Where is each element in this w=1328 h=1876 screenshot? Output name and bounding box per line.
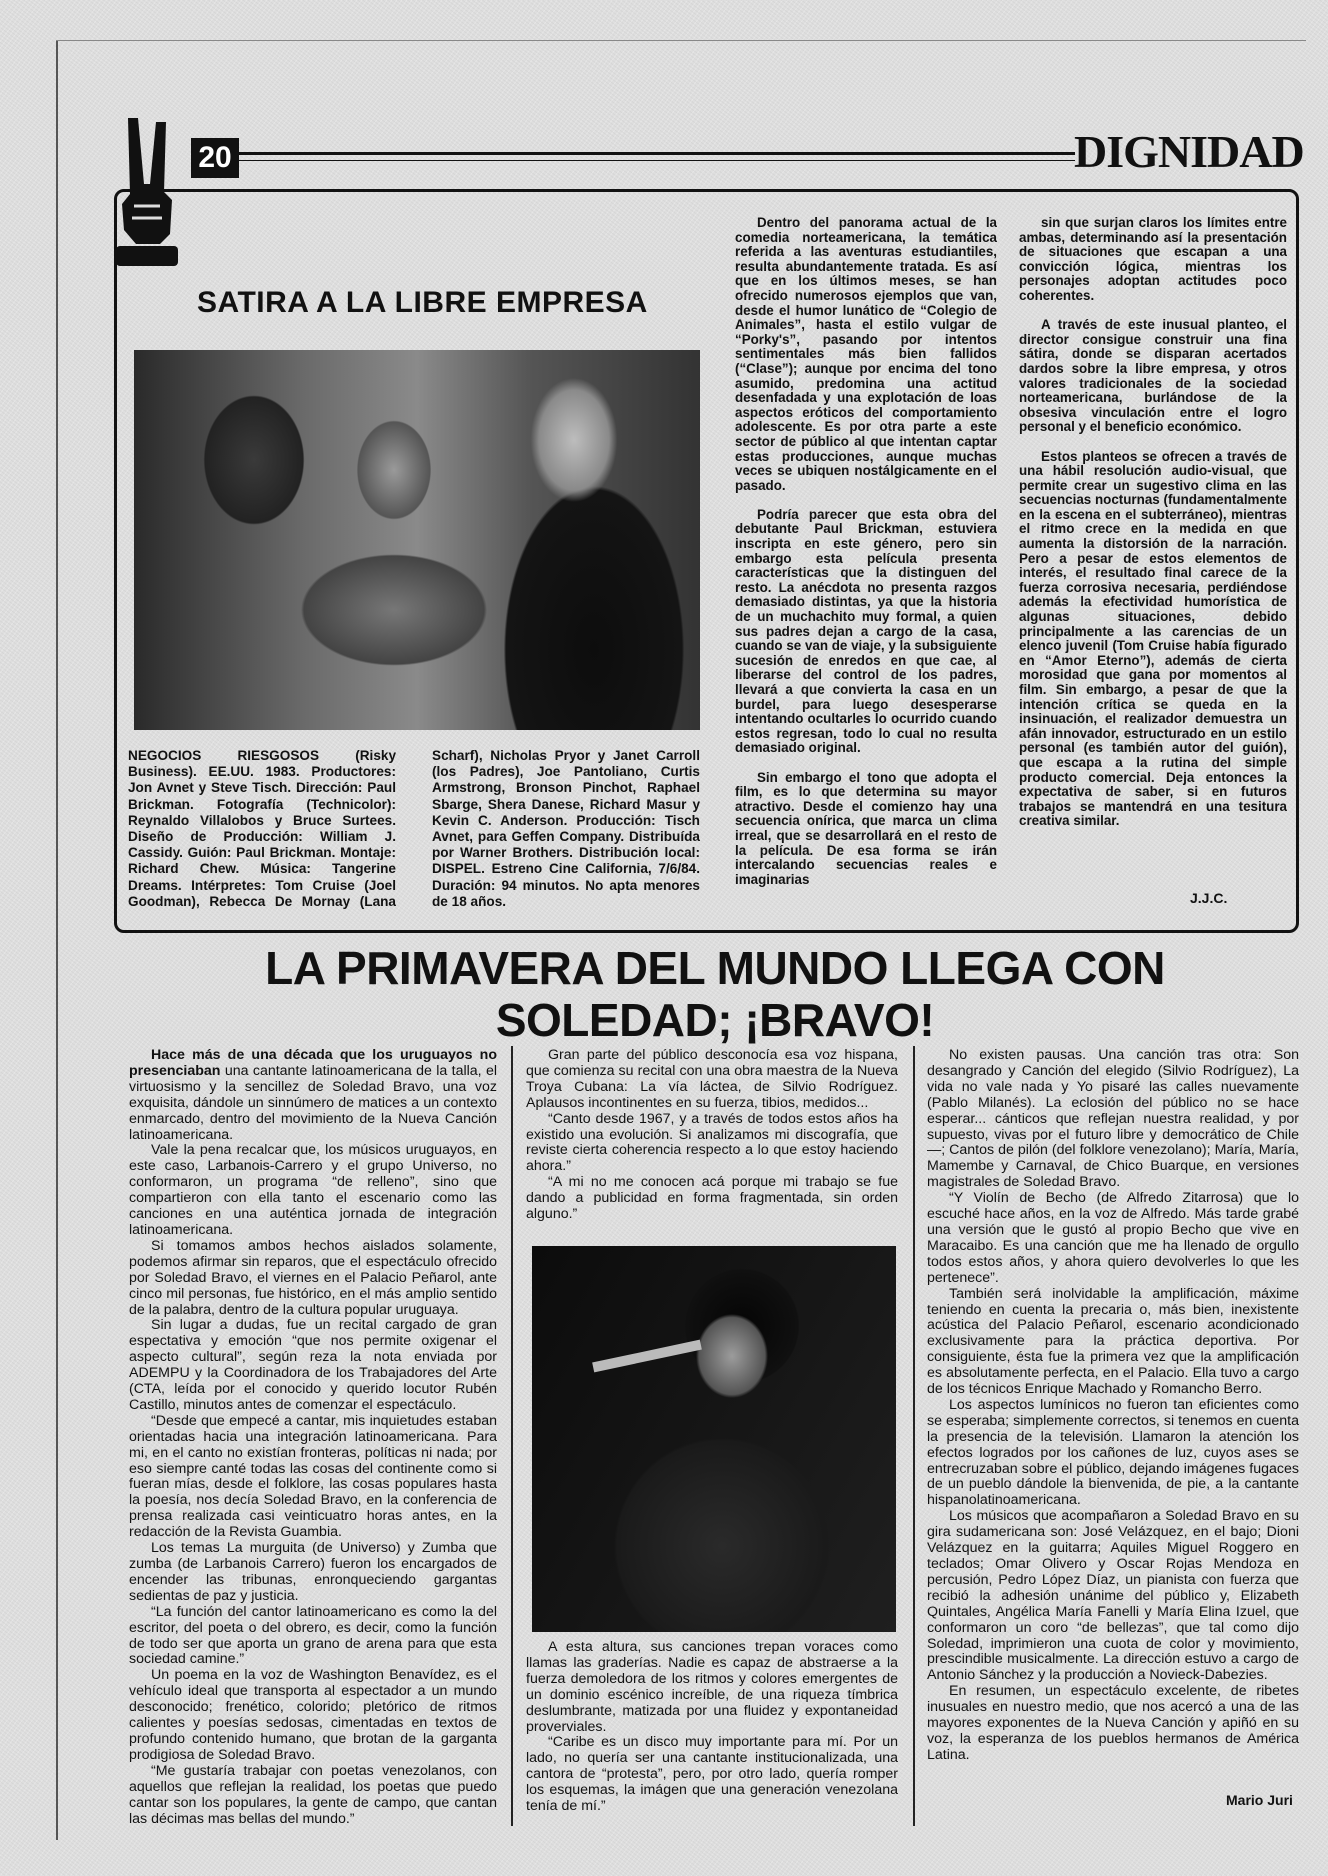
lead-paragraph [129,1048,497,1143]
paragraph: Los aspectos lumínicos no fueron tan eficientes como se esperaba; simplemente correctos, si tenemos en cuenta la presencia de la televisión. Llamaron la atención los efectos logrados por los cañones de luz, cuyos ases se entrecruzaban sobre el público, dejando imágenes fugaces de un pueblo dándole la bienvenida, de pie, a la cantante hispanolatinoamericana. [927,1396,1299,1509]
paragraph: “Desde que empecé a cantar, mis inquietudes estaban orientadas hacia una integración latinoamericana. Para mi, en el canto no existían fronteras, políticas ni nada; por eso siempre canté todas las cosas del continente como si fueran mías, desde el folklore, las cosas populares hasta la poesía, nos decía Soledad Bravo, en la conferencia de prensa realizada casi veinticuatro horas antes, en la redacción de la Revista Guambia. [129,1412,497,1541]
column-divider [913,1046,915,1826]
lead-bold: Hace más de una década que los uruguayos no presenciaban [129,1048,497,1079]
lead-rest: una cantante latinoamericana de la talla, el virtuosismo y la sencillez de Soledad Bravo, una voz exquisita, dándole un sinnúmero de matices a un contexto enmarcado, dentro del movimiento de la Nueva Canción latinoamericana. [129,1062,497,1143]
paragraph: Un poema en la voz de Washington Benavídez, es el vehículo ideal que transporta al espectador a un mundo desconocido; frenético, colorido; pletórico de ritmos calientes y poesías sedosas, cimentadas en textos de profundo contenido humano, que brotan de la garganta prodigiosa de Soledad Bravo. [129,1667,497,1763]
paragraph: En resumen, un espectáculo excelente, de ribetes inusuales en nuestro medio, que nos acercó a una de las mayores exponentes de la Nueva Canción y apiñó en su voz, la esperanza de los pueblos hermanos de América Latina. [927,1683,1299,1763]
concert-column-2-top [526,1048,898,1238]
page-border-top [56,40,1306,41]
paragraph: Sin embargo el tono que adopta el film, es lo que determina su mayor atractivo. Desde el comienzo hay una secuencia onírica, que marca un clima irreal, que se desarrollará en el resto de la película. De esa forma se irán intercalando secuencias reales e imaginarias [735,769,997,887]
film-review-title: SATIRA A LA LIBRE EMPRESA [197,286,648,319]
paragraph: Los temas La murguita (de Universo) y Zumba que zumba (de Larbanois Carrero) fueron los encargados de encender las tribunas, enronqueciendo gargantas sedientas de paz y justicia. [129,1540,497,1604]
paragraph: “Caribe es un disco muy importante para mí. Por un lado, no quería ser una cantante institucionalizada, una cantora de “protesta”, pero, por otro lado, quería romper los esquemas, la imágen que una generación venezolana tenía de mí.” [526,1734,898,1815]
paragraph: Dentro del panorama actual de la comedia norteamericana, la temática referida a las aventuras estudiantiles, resulta abundantemente tratada. Es así que en los últimos meses, se han ofrecido numerosos ejemplos que van, desde el humor lunático de “Colegio de Animales”, hasta el estilo vulgar de “Porky's”, pasando por intentos sentimentales más bien fallidos (“Clase”); aunque por encima del tono asumido, predomina una actitud desenfadada y una explotación de loas aspectos eróticos del comportamiento adolescente. Es por otra parte a este sector de público al que intentan captar estas producciones, aunque muchas veces se ubiquen nostálgicamente en el pasado. [735,216,997,493]
singer-photo [532,1246,896,1632]
paragraph: “Canto desde 1967, y a través de todos estos años ha existido una evolución. Si analizamos mi discografía, que reviste cierta coherencia respecto a lo que estoy haciendo ahora.” [526,1110,898,1175]
film-review-column-2 [1019,216,1287,896]
paragraph: “A mi no me conocen acá porque mi trabajo se fue dando a publicidad en forma fragmentada, sin orden alguno.” [526,1174,898,1223]
concert-signature: Mario Juri [1226,1792,1293,1808]
column-1-paragraphs [129,1143,497,1827]
film-still-photo [134,350,700,730]
film-review-column-1 [735,216,997,911]
paragraph: Podría parecer que esta obra del debutante Paul Brickman, estuviera inscripta en este género, pero sin embargo esta película presenta características que la distinguen del resto. La anécdota no presenta razgos demasiado distintas, ya que la historia de un muchachito muy formal, a quien sus padres dejan a cargo de la casa, cuando se van de viaje, y la subsiguiente sucesión de enredos en que cae, al liberarse del control de los padres, llevará a que convierta la casa en un burdel, para luego desesperarse intentando ocultarles lo ocurrido cuando estos regresan, todo lo cual no resulta demasiado original. [735,506,997,756]
paragraph: Si tomamos ambos hechos aislados solamente, podemos afirmar sin reparos, que el espectáculo ofrecido por Soledad Bravo, el viernes en el Palacio Peñarol, ante cinco mil personas, fue histórico, en el más amplio sentido de la palabra, dentro de la cultura popular uruguaya. [129,1237,497,1318]
paragraph: “Y Violín de Becho (de Alfredo Zitarrosa) que lo escuché hace años, en la voz de Alfredo. Más tarde grabé una versión que le gustó al propio Becho que vive en Maracaibo. Es una canción que me ha llenado de orgullo todos estos años, y ahora quiero devolverles lo que les pertenece”. [927,1190,1299,1286]
header-rule-thin [239,160,1075,161]
microphone-shape [592,1340,702,1373]
concert-column-1 [129,1048,497,1828]
film-review-signature: J.J.C. [1190,890,1228,906]
paragraph: No existen pausas. Una canción tras otra: Son desangrado y Canción del elegido (Silvio Rodríguez), La vida no vale nada y Yo pisaré las calles nuevamente (Pablo Milanés). La eclosión del público no se hace esperar... cánticos que reflejan nuestra realidad, y por supuesto, vivas por el futuro libre y democrático de Chile—; Cantos de pilón (del folklore venezolano); María, María, Mamembe y Carnaval, de Chico Buarque, en versiones magistrales de Soledad Bravo. [927,1048,1299,1191]
column-divider [511,1046,513,1826]
paragraph: “Me gustaría trabajar con poetas venezolanos, con aquellos que reflejan la realidad, los poetas que puedo cantar son los populares, la gente de campo, que cantan las décimas mas bellas del mundo.” [129,1762,497,1827]
headline-line-2: SOLEDAD; ¡BRAVO! [495,994,935,1046]
page-border-left [56,40,58,1840]
header-rule [239,152,1075,155]
paragraph: Sin lugar a dudas, fue un recital cargado de gran espectativa y emoción “que nos permite oxigenar el aspecto cultural”, según reza la nota enviada por ADEMPU y la Coordinadora de los Trabajadores del Arte (CTA, leída por el conocido y querido locutor Rubén Castillo, minutos antes de comenzar el espectáculo. [129,1317,497,1413]
masthead: DIGNIDAD [1074,126,1304,177]
paragraph: También será inolvidable la amplificación, máxime teniendo en cuenta la precaria o, más bien, inexistente acústica del Palacio Peñarol, escenario acondicionado exclusivamente para la práctica deportiva. Por consiguiente, ésta fue la primera vez que la amplificación es absolutamente perfecta, en el Palacio. Ella tuvo a cargo de los técnicos Enrique Machado y Romancho Berro. [927,1285,1299,1398]
concert-column-3 [927,1048,1299,1808]
paragraph: Vale la pena recalcar que, los músicos uruguayos, en este caso, Larbanois-Carrero y el grupo Universo, no conformaron, un programa “de relleno”, sino que compartieron con ella tanto el escenario como las canciones en una auténtica jornada de integración latinoamericana. [129,1142,497,1238]
paragraph: Gran parte del público desconocía esa voz hispana, que comienza su recital con una obra maestra de la Nueva Troya Cubana: La vía láctea, de Silvio Rodríguez. Aplausos incontinentes en su fuerza, tibios, medidos... [526,1048,898,1111]
paragraph: A través de este inusual planteo, el director consigue construir una fina sátira, donde se disparan acertados dardos sobre la libre empresa, y otros valores tradicionales de la sociedad norteamericana, burlándose de la obsesiva vinculación entre el logro personal y el beneficio económico. [1019,317,1287,435]
concert-headline [120,942,1310,1046]
headline-line-1: LA PRIMAVERA DEL MUNDO LLEGA CON [265,942,1165,994]
page-number: 20 [191,138,239,178]
paragraph: A esta altura, sus canciones trepan voraces como llamas las graderías. Nadie es capaz de abstraerse a la fuerza demoledora de los ritmos y colores emergentes de un dominio escénico increíble, de una riqueza tímbrica deslumbrante, matizada por una fluidez y expontaneidad proverviales. [526,1640,898,1735]
concert-column-2-bottom [526,1640,898,1830]
paragraph: “La función del cantor latinoamericano es como la del escritor, del poeta o del obrero, es decir, como la función de todo ser que aporta un grano de arena para que esta sociedad camine.” [129,1603,497,1668]
paragraph: Los músicos que acompañaron a Soledad Bravo en su gira sudamericana son: José Velázquez, en el bajo; Dioni Velázquez en la guitarra; Aquiles Miguel Roggero en teclados; Omar Olivero y Oscar Rojas Mendoza en percusión, Pedro López Díaz, un pianista con fuerza que recibió la adhesión unánime del público y, Elizabeth Quintales, Angélica María Fanelli y María Elina Izuel, que conformaron un coro “de bellezas”, que tal como dijo Soledad, imprimieron una cuota de color y movimiento, prescindible musicalmente. La dirección estuvo a cargo de Antonio Sánchez y la producción a Novieck-Dabezies. [927,1508,1299,1684]
film-credits-caption: NEGOCIOS RIESGOSOS (Risky Business). EE.UU. 1983. Productores: Jon Avnet y Steve Tisch. Dirección: Paul Brickman. Fotografía (Technicolor): Reynaldo Villalobos y Bruce Surtees. Diseño de Producción: William J. Cassidy. Guión: Paul Brickman. Montaje: Richard Chew. Música: Tangerine Dreams. Intérpretes: Tom Cruise (Joel Goodman), Rebecca De Mornay (Lana Scharf), Nicholas Pryor y Janet Carroll (los Padres), Joe Pantoliano, Curtis Armstrong, Bronson Pinchot, Raphael Sbarge, Shera Danese, Richard Masur y Kevin C. Anderson. Producción: Tisch Avnet, para Geffen Company. Distribuída por Warner Brothers. Distribución local: DISPEL. Estreno Cine California, 7/6/84. Duración: 94 minutos. No apta menores de 18 años. [128,748,700,909]
paragraph: Estos planteos se ofrecen a través de una hábil resolución audio-visual, que permite crear un sugestivo clima en las secuencias nocturnas (fundamentalmente en la escena en el subterráneo), mientras el ritmo crece en la medida en que aumenta la distorsión de la narración. Pero a pesar de estos elementos de interés, el resultado final carece de la fuerza corrosiva necesaria, perdiéndose además la efectividad humorística de algunas situaciones, debido principalmente a las carencias de un elenco juvenil (Tom Cruise había figurado en “Amor Eterno”), además de cierta morosidad que gana por momentos al film. Sin embargo, a pesar de que la intención crítica se queda en la insinuación, el realizador demuestra un afán innovador, estructurado en un estilo personal (es también autor del guión), que escapa a la rutina del simple producto comercial. Deja entonces la expectativa de saber, si en futuros trabajos se mantendrá en una tesitura creativa similar. [1019,448,1287,829]
paragraph: sin que surjan claros los límites entre ambas, determinando así la presentación de situaciones que escapan a una convicción lógica, mientras los personajes adoptan actitudes poco coherentes. [1019,216,1287,303]
